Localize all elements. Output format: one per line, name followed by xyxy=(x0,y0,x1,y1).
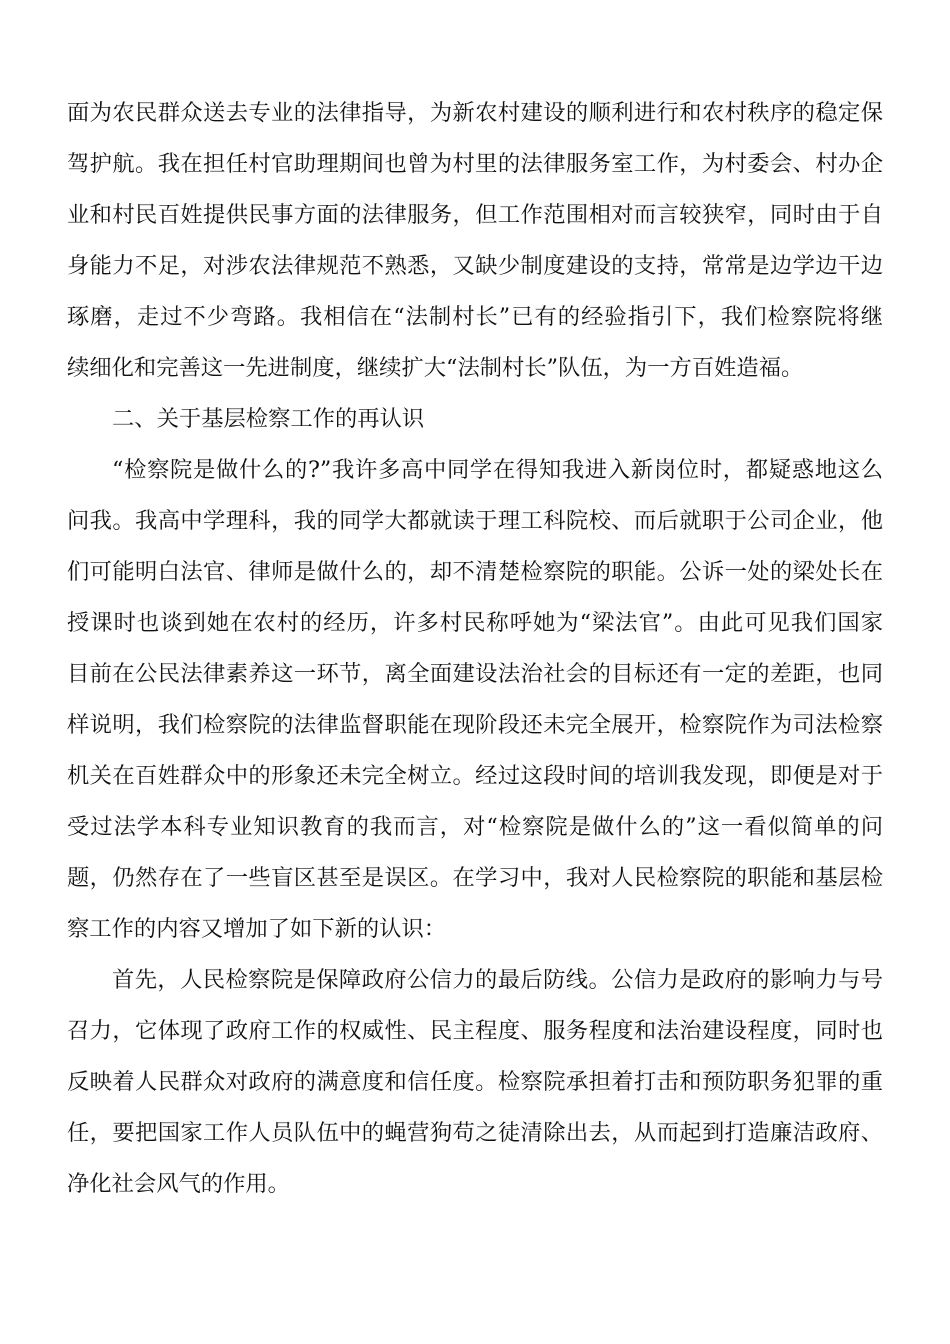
text-line: 首先，人民检察院是保障政府公信力的最后防线。公信力是政府的影响力与号 xyxy=(112,967,883,993)
section-heading xyxy=(67,394,883,445)
text-line: 驾护航。我在担任村官助理期间也曾为村里的法律服务室工作，为村委会、村办企 xyxy=(67,151,883,177)
text-line: 任，要把国家工作人员队伍中的蝇营狗苟之徒清除出去，从而起到打造廉洁政府、 xyxy=(67,1120,883,1146)
paragraph xyxy=(67,88,883,394)
document-body xyxy=(67,88,883,1210)
text-line: 目前在公民法律素养这一环节，离全面建设法治社会的目标还有一定的差距，也同 xyxy=(67,661,883,687)
text-line: 们可能明白法官、律师是做什么的，却不清楚检察院的职能。公诉一处的梁处长在 xyxy=(67,559,883,585)
text-line: 面为农民群众送去专业的法律指导，为新农村建设的顺利进行和农村秩序的稳定保 xyxy=(67,100,883,126)
text-line: 净化社会风气的作用。 xyxy=(67,1171,290,1197)
text-line: 身能力不足，对涉农法律规范不熟悉，又缺少制度建设的支持，常常是边学边干边 xyxy=(67,253,883,279)
paragraph xyxy=(67,955,883,1210)
text-line: 察工作的内容又增加了如下新的认识： xyxy=(67,916,447,942)
text-line: 召力，它体现了政府工作的权威性、民主程度、服务程度和法治建设程度，同时也 xyxy=(67,1018,883,1044)
section-heading-text: 二、关于基层检察工作的再认识 xyxy=(112,406,425,432)
text-line: 样说明，我们检察院的法律监督职能在现阶段还未完全展开，检察院作为司法检察 xyxy=(67,712,883,738)
text-line: 授课时也谈到她在农村的经历，许多村民称呼她为“梁法官”。由此可见我们国家 xyxy=(67,610,883,636)
text-line: 反映着人民群众对政府的满意度和信任度。检察院承担着打击和预防职务犯罪的重 xyxy=(67,1069,883,1095)
text-line: 续细化和完善这一先进制度，继续扩大“法制村长”队伍，为一方百姓造福。 xyxy=(67,355,804,381)
paragraph xyxy=(67,445,883,955)
text-line: 受过法学本科专业知识教育的我而言，对“检察院是做什么的”这一看似简单的问 xyxy=(67,814,883,840)
text-line: 问我。我高中学理科，我的同学大都就读于理工科院校、而后就职于公司企业，他 xyxy=(67,508,883,534)
text-line: 业和村民百姓提供民事方面的法律服务，但工作范围相对而言较狭窄，同时由于自 xyxy=(67,202,883,228)
text-line: “检察院是做什么的?”我许多高中同学在得知我进入新岗位时，都疑惑地这么 xyxy=(112,457,883,483)
text-line: 题，仍然存在了一些盲区甚至是误区。在学习中，我对人民检察院的职能和基层检 xyxy=(67,865,883,891)
text-line: 机关在百姓群众中的形象还未完全树立。经过这段时间的培训我发现，即便是对于 xyxy=(67,763,883,789)
text-line: 琢磨，走过不少弯路。我相信在“法制村长”已有的经验指引下，我们检察院将继 xyxy=(67,304,883,330)
